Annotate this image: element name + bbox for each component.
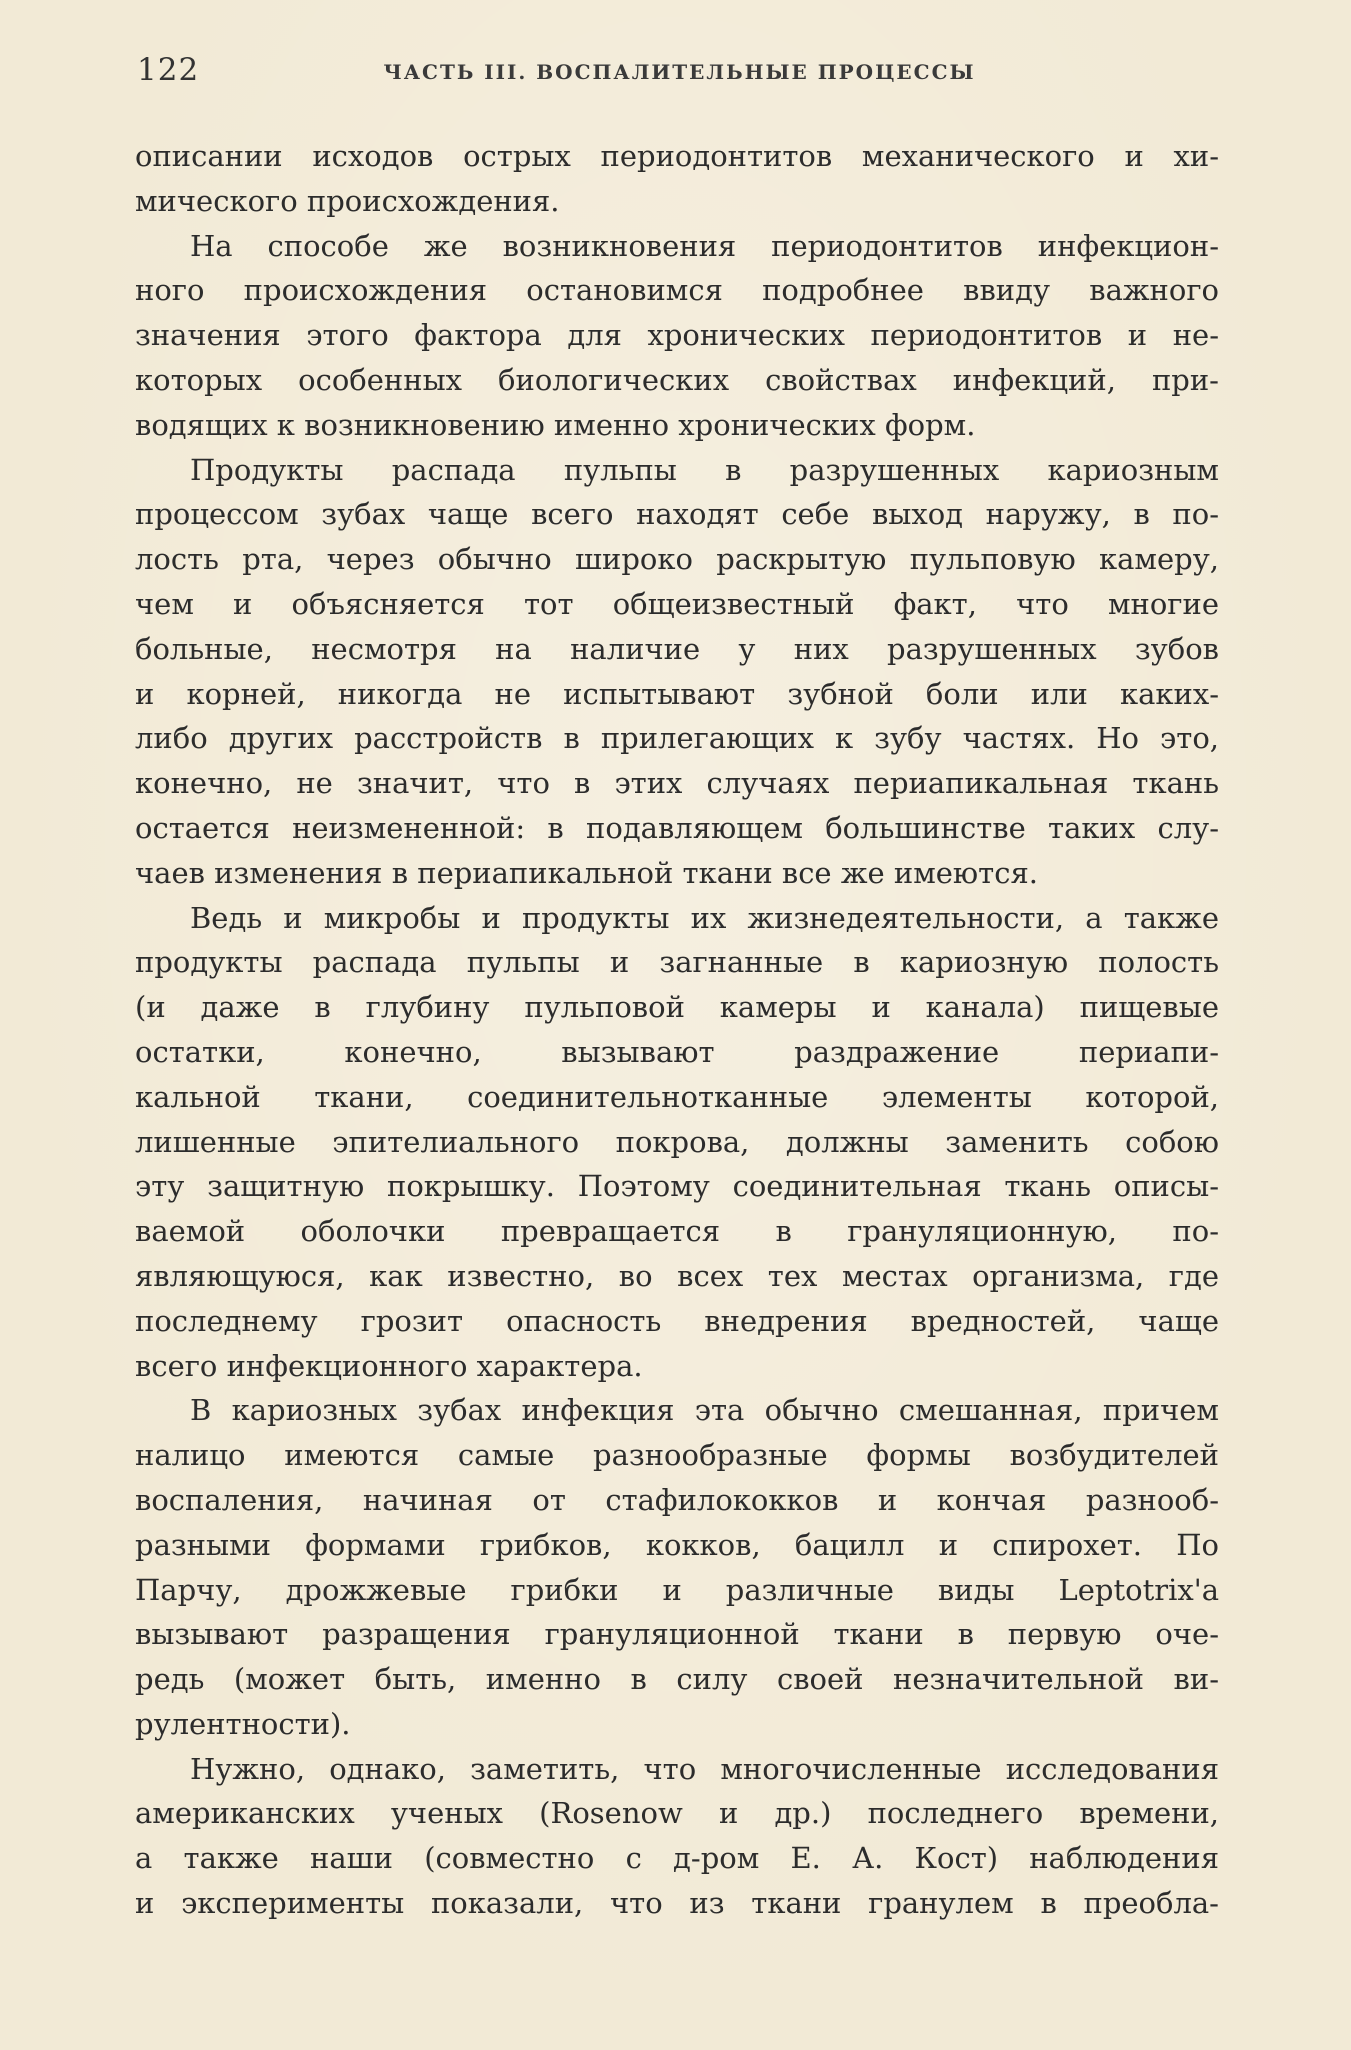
text-line: являющуюся, как известно, во всех тех местах организма, где (135, 1258, 1219, 1293)
running-title: ЧАСТЬ III. ВОСПАЛИТЕЛЬНЫЕ ПРОЦЕССЫ (383, 60, 976, 84)
text-line: американских ученых (Rosenow и др.) последнего времени, (135, 1796, 1219, 1831)
text-line: ного происхождения остановимся подробнее ввиду важного (135, 273, 1219, 308)
text-line: остатки, конечно, вызывают раздражение периапи- (135, 1034, 1219, 1069)
text-line: Продукты распада пульпы в разрушенных кариозным (190, 452, 1219, 487)
text-line: (и даже в глубину пульповой камеры и канала) пищевые (135, 990, 1219, 1025)
text-line: кальной ткани, соединительнотканные элементы которой, (135, 1079, 1219, 1114)
text-line: и эксперименты показали, что из ткани гранулем в преобла- (135, 1886, 1219, 1921)
body-text (135, 134, 1219, 1926)
text-line: конечно, не значит, что в этих случаях периапикальная ткань (135, 766, 1219, 801)
text-line: чем и объясняется тот общеизвестный факт, что многие (135, 586, 1219, 621)
text-line: воспаления, начиная от стафилококков и кончая разнооб- (135, 1482, 1219, 1517)
text-line: разными формами грибков, кокков, бацилл и спирохет. По (135, 1527, 1219, 1562)
text-line: мического происхождения. (135, 183, 560, 218)
text-line: а также наши (совместно с д-ром Е. А. Кост) наблюдения (135, 1841, 1219, 1876)
text-line: значения этого фактора для хронических периодонтитов и не- (135, 318, 1219, 353)
text-line: чаев изменения в периапикальной ткани все же имеются. (135, 855, 1038, 890)
text-line: либо других расстройств в прилегающих к зубу частях. Но это, (135, 721, 1219, 756)
text-line: Нужно, однако, заметить, что многочисленные исследования (190, 1751, 1219, 1786)
text-line: лишенные эпителиального покрова, должны заменить собою (135, 1124, 1219, 1159)
text-line: В кариозных зубах инфекция эта обычно смешанная, причем (190, 1393, 1219, 1428)
text-line: последнему грозит опасность внедрения вредностей, чаще (135, 1303, 1219, 1338)
text-line: остается неизмененной: в подавляющем большинстве таких слу- (135, 810, 1219, 845)
text-line: вызывают разращения грануляционной ткани в первую оче- (135, 1617, 1219, 1652)
text-line: Парчу, дрожжевые грибки и различные виды Leptotrix'a (135, 1572, 1219, 1607)
text-line: водящих к возникновению именно хронических форм. (135, 407, 976, 442)
text-line: рулентности). (135, 1706, 351, 1741)
page-number: 122 (137, 52, 200, 88)
text-line: описании исходов острых периодонтитов механического и хи- (135, 139, 1219, 173)
text-line: Ведь и микробы и продукты их жизнедеятельности, а также (190, 900, 1219, 935)
text-line: процессом зубах чаще всего находят себе выход наружу, в по- (135, 497, 1219, 532)
text-line: редь (может быть, именно в силу своей незначительной ви- (135, 1662, 1219, 1697)
text-line: всего инфекционного характера. (135, 1348, 643, 1383)
text-line: больные, несмотря на наличие у них разрушенных зубов (135, 631, 1219, 666)
running-head (137, 52, 1222, 92)
text-line: эту защитную покрышку. Поэтому соединительная ткань описы- (135, 1169, 1219, 1204)
text-line: и корней, никогда не испытывают зубной боли или каких- (135, 676, 1219, 711)
text-line: На способе же возникновения периодонтитов инфекцион- (190, 228, 1219, 263)
text-line: ваемой оболочки превращается в грануляционную, по- (135, 1214, 1219, 1249)
text-line: лость рта, через обычно широко раскрытую пульповую камеру, (135, 542, 1219, 577)
text-line: налицо имеются самые разнообразные формы возбудителей (135, 1438, 1219, 1473)
text-line: которых особенных биологических свойствах инфекций, при- (135, 362, 1219, 397)
text-line: продукты распада пульпы и загнанные в кариозную полость (135, 945, 1219, 980)
